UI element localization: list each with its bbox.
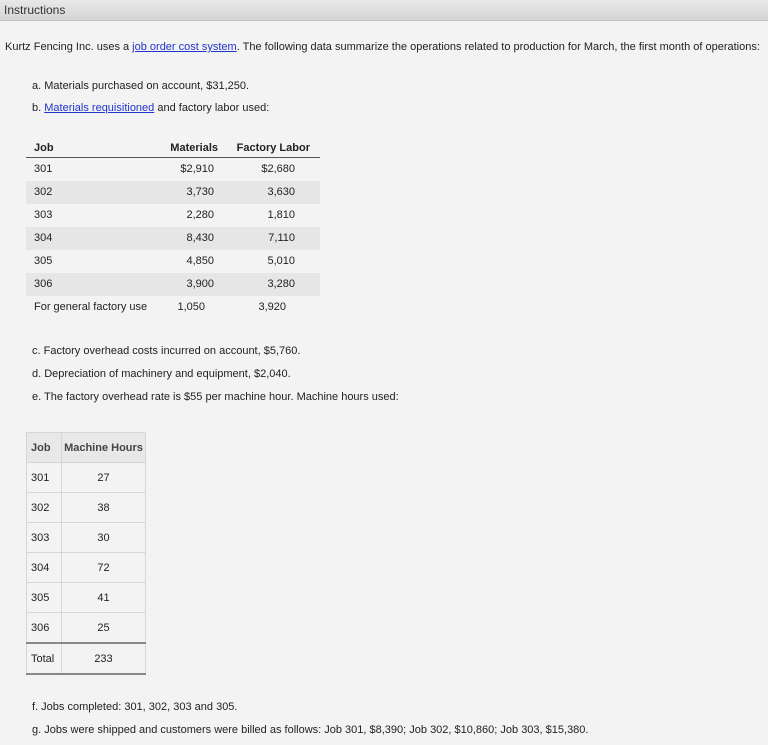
table-header-row [27, 433, 146, 463]
cell-hours: 25 [62, 613, 146, 644]
header-factory-labor: Factory Labor [236, 142, 310, 154]
materials-requisitioned-link[interactable]: Materials requisitioned [44, 102, 155, 114]
table-row [27, 493, 146, 523]
table-row [27, 523, 146, 553]
job-order-cost-system-link[interactable]: job order cost system [132, 41, 237, 53]
cell-labor: 1,810 [267, 209, 295, 221]
cell-hours: 38 [62, 493, 146, 523]
item-e: e. The factory overhead rate is $55 per machine hour. Machine hours used: [32, 391, 399, 403]
table-row [27, 463, 146, 493]
instructions-header [0, 0, 768, 21]
intro-text-after: . The following data summarize the operations related to production for March, the first month of operations: [236, 41, 760, 53]
header-job: Job [34, 142, 54, 154]
cell-labor: 3,280 [267, 278, 295, 290]
cell-job: 302 [27, 493, 62, 523]
materials-labor-table [26, 138, 320, 319]
cell-hours: 30 [62, 523, 146, 553]
header-materials: Materials [170, 142, 218, 154]
cell-job: 305 [27, 583, 62, 613]
cell-job: 306 [27, 613, 62, 644]
cell-job: 302 [34, 186, 53, 198]
header-machine-hours: Machine Hours [62, 433, 146, 463]
item-b-suffix: and factory labor used: [154, 102, 270, 114]
cell-materials: $2,910 [180, 163, 214, 175]
cell-job: 303 [27, 523, 62, 553]
cell-labor: 3,630 [267, 186, 295, 198]
cell-job: For general factory use [34, 301, 148, 313]
item-f: f. Jobs completed: 301, 302, 303 and 305. [32, 701, 238, 713]
table-row [27, 553, 146, 583]
cell-labor: 3,920 [258, 301, 286, 313]
table-row [27, 613, 146, 644]
cell-job: 301 [27, 463, 62, 493]
cell-job: 306 [34, 278, 53, 290]
cell-labor: 7,110 [268, 232, 295, 244]
cell-hours: 233 [62, 643, 146, 674]
cell-materials: 8,430 [186, 232, 214, 244]
cell-materials: 1,050 [177, 301, 205, 313]
cell-job: 301 [34, 163, 53, 175]
cell-hours: 72 [62, 553, 146, 583]
cell-materials: 4,850 [186, 255, 214, 267]
table-row [27, 583, 146, 613]
table-row [26, 227, 320, 250]
cell-labor: 5,010 [267, 255, 295, 267]
cell-job: 303 [34, 209, 53, 221]
cell-labor: $2,680 [261, 163, 295, 175]
table-row [26, 158, 320, 181]
cell-job: Total [27, 643, 62, 674]
table-row [26, 204, 320, 227]
cell-job: 304 [34, 232, 53, 244]
cell-materials: 3,730 [186, 186, 214, 198]
cell-job: 305 [34, 255, 53, 267]
intro-text-before: Kurtz Fencing Inc. uses a [5, 41, 133, 53]
table-row-total [27, 643, 146, 674]
table-row [26, 250, 320, 273]
cell-materials: 3,900 [186, 278, 214, 290]
item-d: d. Depreciation of machinery and equipment, $2,040. [32, 368, 291, 380]
item-a: a. Materials purchased on account, $31,250. [32, 80, 250, 92]
header-title: Instructions [4, 3, 66, 17]
cell-job: 304 [27, 553, 62, 583]
intro-paragraph [5, 41, 760, 53]
cell-materials: 2,280 [186, 209, 214, 221]
machine-hours-table [26, 432, 146, 675]
header-job: Job [27, 433, 62, 463]
item-c: c. Factory overhead costs incurred on account, $5,760. [32, 345, 301, 357]
item-b-prefix: b. [32, 102, 45, 114]
cell-hours: 27 [62, 463, 146, 493]
item-b [32, 102, 269, 114]
table-row [26, 273, 320, 296]
cell-hours: 41 [62, 583, 146, 613]
table-row [26, 181, 320, 204]
table-row-general [26, 296, 320, 319]
table-header-row [26, 138, 320, 158]
item-g: g. Jobs were shipped and customers were billed as follows: Job 301, $8,390; Job 302, $10,860; Job 303, $15,380. [32, 724, 589, 736]
